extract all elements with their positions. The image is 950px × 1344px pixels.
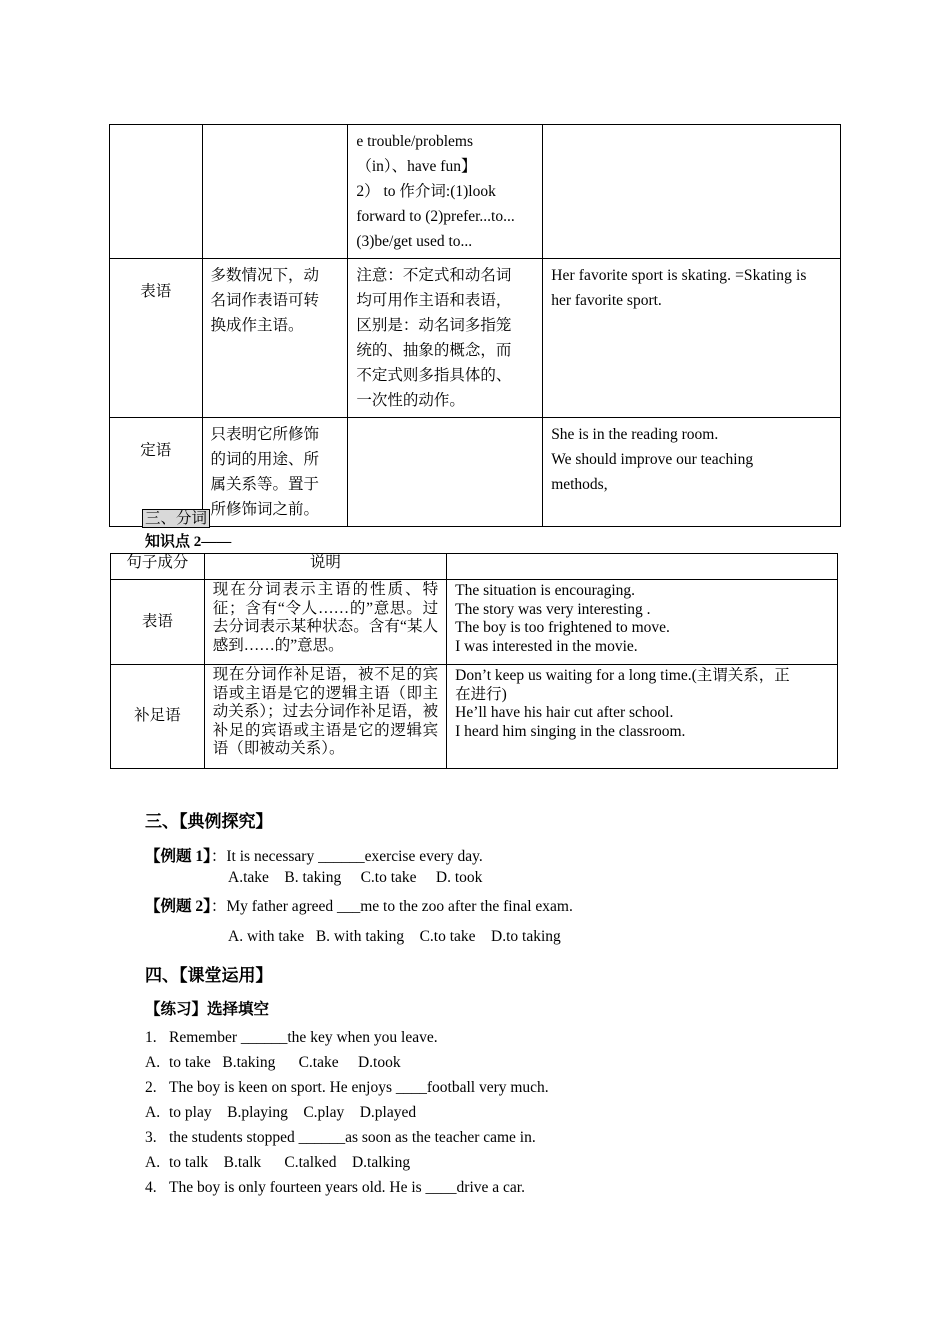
- cell-line: 名词作表语可转: [210, 292, 320, 309]
- item-text: the students stopped ______as soon as the teacher came in.: [169, 1129, 536, 1146]
- example-label: 【例题 2】: [145, 898, 211, 915]
- table-row: [110, 418, 841, 527]
- list-item: [145, 1079, 549, 1104]
- cell-line: 换成作主语。: [210, 317, 304, 334]
- example-text: ：It is necessary ______exercise every day.: [210, 848, 483, 865]
- cell-line: 注意：不定式和动名词: [356, 267, 512, 284]
- table-row: [111, 665, 838, 769]
- list-item: [145, 1129, 549, 1154]
- cell-line: The story was very interesting .: [455, 600, 651, 618]
- example-options-2: A. with take B. with taking C.to take D.to taking: [228, 928, 561, 945]
- item-number: A.: [145, 1154, 161, 1171]
- table-cell: [543, 125, 841, 259]
- item-text: to take B.taking C.take D.took: [169, 1054, 401, 1071]
- example-cell: [543, 418, 841, 527]
- cell-line: 区别是：动名词多指笼: [356, 317, 512, 334]
- list-item: [145, 1054, 549, 1079]
- desc-cell: 现在分词作补足语，被不足的宾语或主语是它的逻辑主语（即主动关系）；过去分词作补足语，被补足的宾语或主语是它的逻辑宾语（即被动关系）。: [204, 665, 446, 769]
- table-cell: [110, 125, 203, 259]
- gerund-usage-table: [109, 124, 841, 527]
- table-cell: [202, 125, 348, 259]
- section-heading-participle: [142, 506, 210, 528]
- list-item: [145, 1104, 549, 1129]
- cell-line: We should improve our teaching: [551, 451, 754, 468]
- cell-line: The boy is too frightened to move.: [455, 619, 670, 636]
- cell-line: (3)be/get used to...: [356, 233, 473, 250]
- role-cell: 定语: [110, 418, 203, 527]
- cell-line: 2） to 作介词:(1)look: [356, 183, 496, 200]
- list-item: [145, 1154, 549, 1179]
- cell-line: 统的、抽象的概念，而: [356, 342, 512, 359]
- item-number: 2.: [145, 1079, 157, 1096]
- example-cell: [543, 259, 841, 418]
- cell-line: forward to (2)prefer...to...: [356, 208, 515, 225]
- list-item: [145, 1179, 549, 1204]
- practice-label: 【练习】选择填空: [145, 1001, 270, 1018]
- item-text: The boy is only fourteen years old. He is ____drive a car.: [169, 1179, 525, 1196]
- header-cell: 说明: [204, 554, 446, 580]
- example-cell: [447, 665, 838, 769]
- cell-line: 一次性的动作。: [356, 392, 465, 409]
- table-row: [111, 580, 838, 665]
- cell-line: I heard him singing in the classroom.: [455, 722, 686, 740]
- header-cell: [447, 554, 838, 580]
- role-cell: 表语: [111, 580, 205, 665]
- item-text: to talk B.talk C.talked D.talking: [169, 1154, 411, 1171]
- participle-table: [110, 553, 838, 769]
- cell-line: She is in the reading room.: [551, 426, 719, 443]
- knowledge-point-label: 知识点 2——: [145, 534, 232, 550]
- cell-line: 在进行): [455, 685, 507, 703]
- cell-line: 所修饰词之前。: [210, 501, 320, 518]
- cell-line: I was interested in the movie.: [455, 637, 638, 655]
- item-text: Remember ______the key when you leave.: [169, 1029, 438, 1046]
- cell-line: 均可用作主语和表语，: [356, 292, 512, 309]
- cell-line: Don’t keep us waiting for a long time.(主谓关系，正: [455, 667, 790, 684]
- cell-line: 只表明它所修饰: [210, 426, 320, 443]
- cell-line: her favorite sport.: [551, 292, 662, 309]
- cell-line: e trouble/problems: [356, 133, 473, 150]
- example-question-1: [145, 844, 483, 866]
- item-number: 3.: [145, 1129, 157, 1146]
- example-text: ：My father agreed ___me to the zoo after the final exam.: [210, 898, 573, 915]
- table-header-row: [111, 554, 838, 580]
- header-cell: 句子成分: [111, 554, 205, 580]
- cell-line: 多数情况下，动: [210, 267, 320, 284]
- example-question-2: [145, 894, 573, 916]
- cell-line: 不定式则多指具体的、: [356, 367, 512, 384]
- desc-cell: 现在分词表示主语的性质、特征；含有“令人……的”意思。过去分词表示某种状态。含有“某人感到……的”意思。: [204, 580, 446, 665]
- role-cell: 补足语: [111, 665, 205, 769]
- section-heading-examples: 三、【典例探究】: [145, 812, 273, 831]
- table-cell: [348, 418, 543, 527]
- desc-cell: [202, 259, 348, 418]
- example-options-1: A.take B. taking C.to take D. took: [228, 869, 483, 886]
- role-cell: 表语: [110, 259, 203, 418]
- example-cell: [447, 580, 838, 665]
- boxed-heading: 三、分词: [142, 509, 210, 528]
- item-number: 4.: [145, 1179, 157, 1196]
- item-number: A.: [145, 1104, 161, 1121]
- item-text: to play B.playing C.play D.played: [169, 1104, 417, 1121]
- list-item: [145, 1029, 549, 1054]
- table-row: [110, 259, 841, 418]
- practice-list: [145, 1029, 549, 1204]
- cell-line: 的词的用途、所: [210, 451, 320, 468]
- cell-line: Her favorite sport is skating. =Skating is: [551, 267, 807, 284]
- note-cell: [348, 259, 543, 418]
- table-row: [110, 125, 841, 259]
- item-text: The boy is keen on sport. He enjoys ____football very much.: [169, 1079, 549, 1096]
- cell-line: The situation is encouraging.: [455, 582, 636, 599]
- cell-line: He’ll have his hair cut after school.: [455, 704, 674, 721]
- item-number: A.: [145, 1054, 161, 1071]
- desc-cell: [202, 418, 348, 527]
- cell-line: 属关系等。置于: [210, 476, 320, 493]
- table-cell: [348, 125, 543, 259]
- cell-line: methods,: [551, 476, 608, 493]
- cell-line: （in）、have fun】: [356, 158, 477, 175]
- section-heading-practice: 四、【课堂运用】: [145, 966, 273, 985]
- item-number: 1.: [145, 1029, 157, 1046]
- example-label: 【例题 1】: [145, 848, 211, 865]
